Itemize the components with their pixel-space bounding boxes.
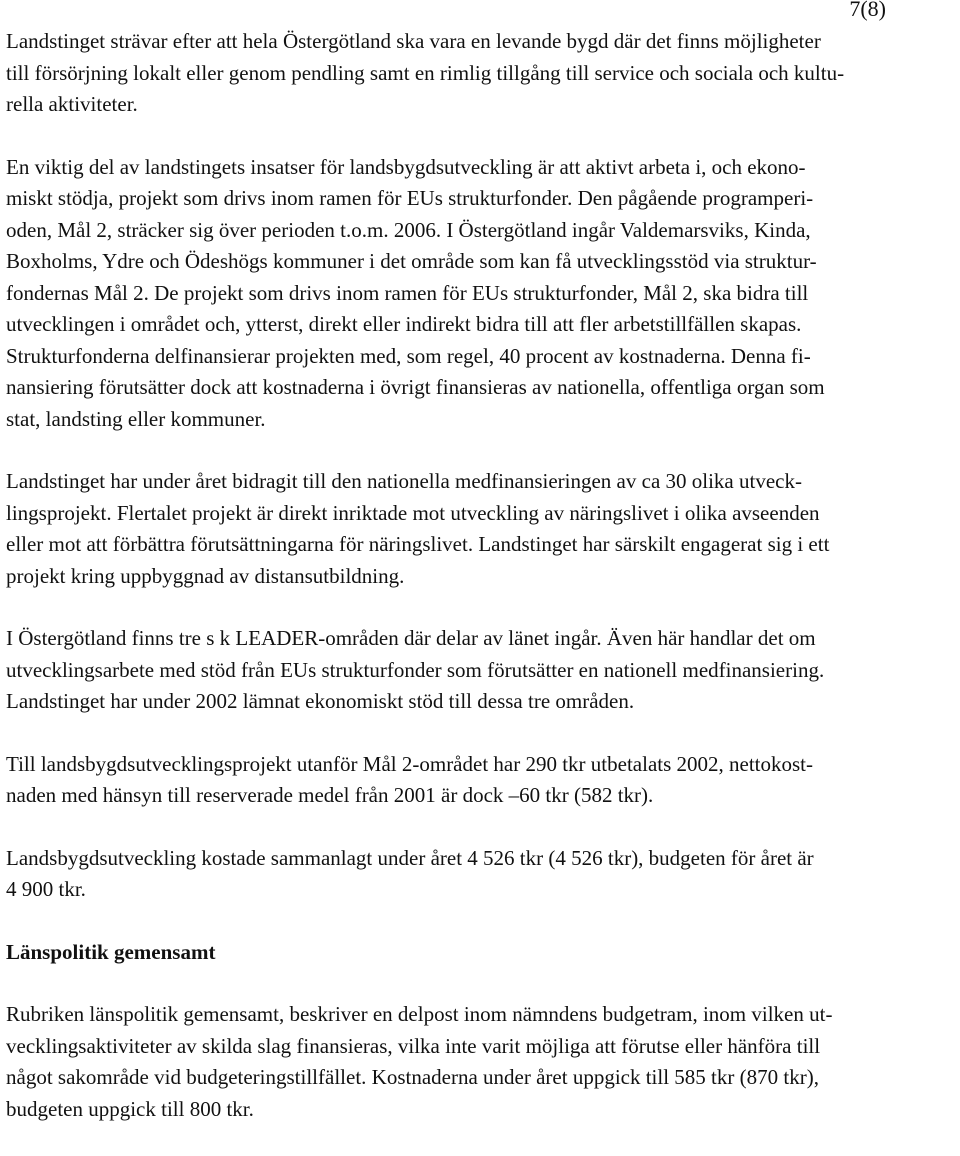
paragraph bbox=[6, 26, 956, 121]
paragraph-line: fondernas Mål 2. De projekt som drivs inom ramen för EUs strukturfonder, Mål 2, ska bidra till bbox=[6, 280, 809, 305]
paragraph bbox=[6, 749, 956, 812]
paragraph-line: rella aktiviteter. bbox=[6, 92, 138, 116]
paragraph-line: Landstinget har under året bidragit till den nationella medfinansieringen av ca 30 olika utveck- bbox=[6, 469, 802, 493]
paragraph bbox=[6, 999, 956, 1125]
paragraph-line: I Östergötland finns tre s k LEADER-områden där delar av länet ingår. Även här handlar det om bbox=[6, 626, 816, 650]
paragraph bbox=[6, 843, 956, 906]
paragraph-line: budgeten uppgick till 800 tkr. bbox=[6, 1096, 254, 1121]
paragraphs-after-heading bbox=[6, 999, 956, 1125]
document-body bbox=[6, 26, 956, 1156]
paragraph bbox=[6, 466, 956, 592]
page-number: 7(8) bbox=[849, 0, 886, 21]
paragraph-line: stat, landsting eller kommuner. bbox=[6, 406, 266, 431]
paragraph-line: Landstinget har under 2002 lämnat ekonomiskt stöd till dessa tre områden. bbox=[6, 689, 635, 713]
section-heading: Länspolitik gemensamt bbox=[6, 939, 216, 964]
paragraph bbox=[6, 152, 956, 436]
paragraph-line: projekt kring uppbyggnad av distansutbildning. bbox=[6, 563, 405, 588]
paragraph-line: 4 900 tkr. bbox=[6, 877, 86, 901]
paragraph-line: vecklingsaktiviteter av skilda slag finansieras, vilka inte varit möjliga att förutse eller hänföra till bbox=[6, 1033, 821, 1058]
paragraph-line: Till landsbygdsutvecklingsprojekt utanför Mål 2-området har 290 tkr utbetalats 2002, nettokost- bbox=[6, 751, 814, 776]
paragraph-line: En viktig del av landstingets insatser för landsbygdsutveckling är att aktivt arbeta i, och ekono- bbox=[6, 154, 806, 179]
paragraph-line: eller mot att förbättra förutsättningarna för näringslivet. Landstinget har särskilt engagerat sig i ett bbox=[6, 532, 830, 556]
paragraph-line: miskt stödja, projekt som drivs inom ramen för EUs strukturfonder. Den pågående programperi- bbox=[6, 186, 814, 210]
paragraph-line: naden med hänsyn till reserverade medel från 2001 är dock –60 tkr (582 tkr). bbox=[6, 783, 654, 807]
paragraph-line: Boxholms, Ydre och Ödeshögs kommuner i det område som kan få utvecklingsstöd via struktur- bbox=[6, 249, 817, 273]
paragraphs-before-heading bbox=[6, 26, 956, 906]
paragraph-line: till försörjning lokalt eller genom pendling samt en rimlig tillgång till service och sociala och kultu- bbox=[6, 60, 845, 85]
paragraph-line: utvecklingen i området och, ytterst, direkt eller indirekt bidra till att fler arbetstillfällen skapas. bbox=[6, 312, 802, 336]
paragraph-line: Strukturfonderna delfinansierar projekten med, som regel, 40 procent av kostnaderna. Denna fi- bbox=[6, 343, 811, 368]
paragraph-line: nansiering förutsätter dock att kostnaderna i övrigt finansieras av nationella, offentliga organ som bbox=[6, 375, 825, 399]
paragraph bbox=[6, 623, 956, 718]
paragraph-line: något sakområde vid budgeteringstillfället. Kostnaderna under året uppgick till 585 tkr (870 tkr), bbox=[6, 1065, 819, 1089]
paragraph-line: oden, Mål 2, sträcker sig över perioden t.o.m. 2006. I Östergötland ingår Valdemarsviks, Kinda, bbox=[6, 217, 811, 242]
paragraph-line: lingsprojekt. Flertalet projekt är direkt inriktade mot utveckling av näringslivet i olika avseenden bbox=[6, 500, 820, 525]
paragraph-line: Landstinget strävar efter att hela Östergötland ska vara en levande bygd där det finns möjligheter bbox=[6, 29, 821, 53]
paragraph-line: Landsbygdsutveckling kostade sammanlagt under året 4 526 tkr (4 526 tkr), budgeten för året är bbox=[6, 845, 814, 870]
paragraph-line: utvecklingsarbete med stöd från EUs strukturfonder som förutsätter en nationell medfinansiering. bbox=[6, 657, 825, 682]
paragraph-line: Rubriken länspolitik gemensamt, beskriver en delpost inom nämndens budgetram, inom vilken ut- bbox=[6, 1002, 833, 1026]
